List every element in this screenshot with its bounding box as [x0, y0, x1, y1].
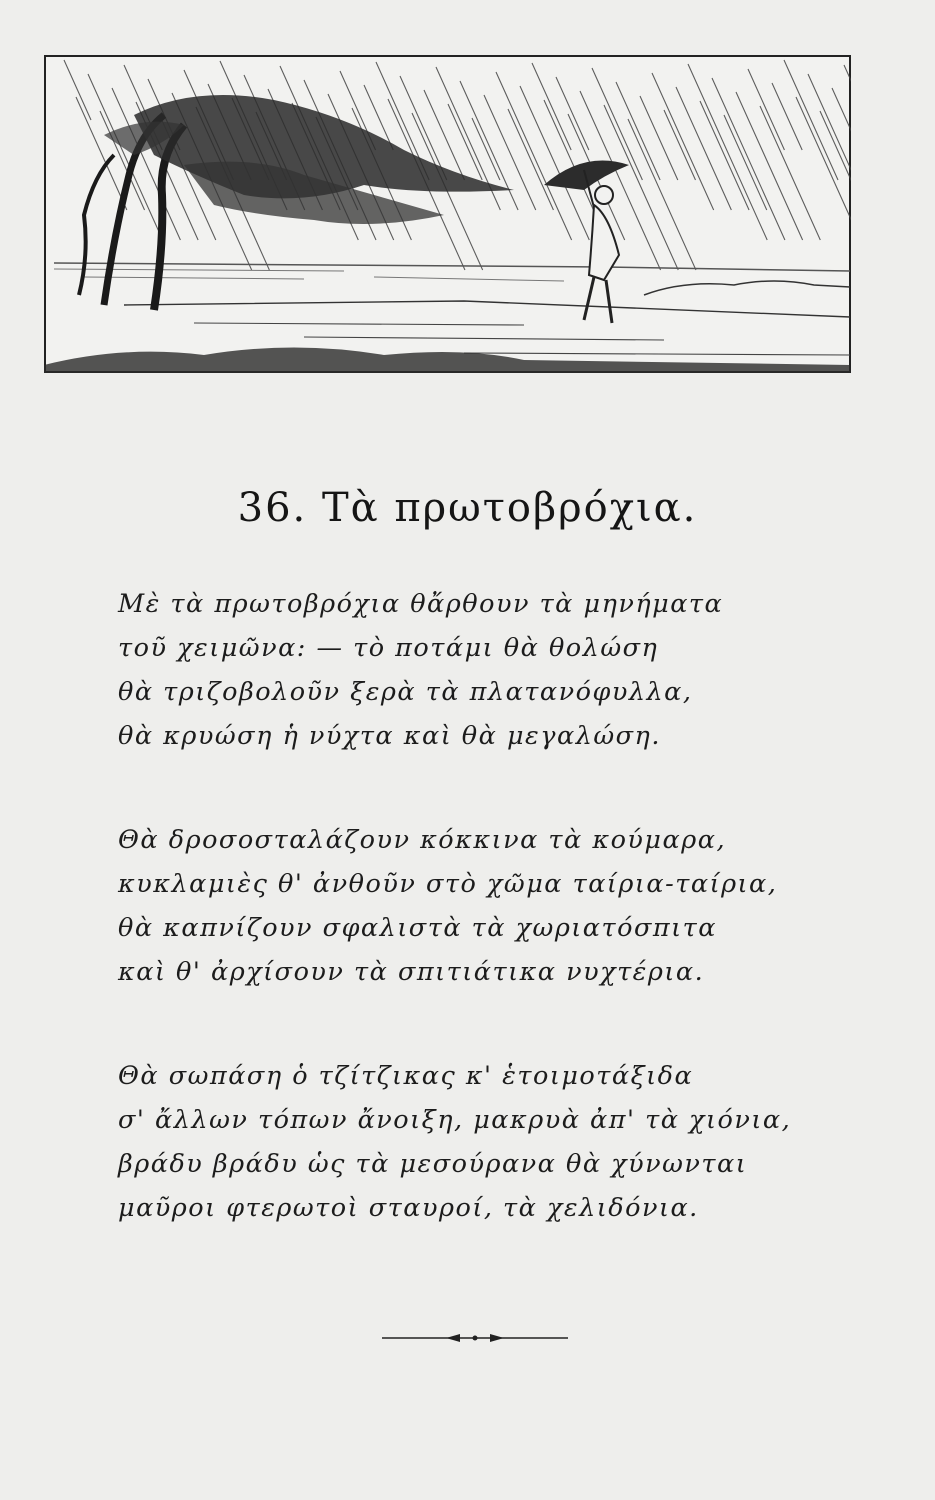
poem-line: θὰ κρυώση ἡ νύχτα καὶ θὰ μεγαλώση.	[118, 721, 661, 751]
end-ornament	[382, 1330, 568, 1346]
poem-body	[118, 582, 838, 1290]
poem-line: βράδυ βράδυ ὡς τὰ μεσούρανα θὰ χύνωνται	[118, 1149, 748, 1179]
rain-illustration	[44, 55, 851, 373]
stanza	[118, 1054, 838, 1230]
poem-line: θὰ καπνίζουν σφαλιστὰ τὰ χωριατόσπιτα	[118, 913, 717, 943]
poem-title: 36. Τὰ πρωτοβρόχια.	[237, 485, 698, 531]
poem-line: καὶ θ' ἀρχίσουν τὰ σπιτιάτικα νυχτέρια.	[118, 957, 705, 987]
poem-line: θὰ τριζοβολοῦν ξερὰ τὰ πλατανόφυλλα,	[118, 677, 693, 707]
poem-line: κυκλαμιὲς θ' ἀνθοῦν στὸ χῶμα ταίρια-ταίρια,	[118, 869, 778, 899]
poem-line: Θὰ σωπάση ὁ τζίτζικας κ' ἑτοιμοτάξιδα	[118, 1061, 694, 1091]
poem-line: τοῦ χειμῶνα: — τὸ ποτάμι θὰ θολώση	[118, 633, 659, 663]
stanza	[118, 582, 838, 758]
poem-line: Θὰ δροσοσταλάζουν κόκκινα τὰ κούμαρα,	[118, 825, 727, 855]
poem-line: σ' ἄλλων τόπων ἄνοιξη, μακρυὰ ἀπ' τὰ χιόνια,	[118, 1105, 792, 1135]
poem-line: μαῦροι φτερωτοὶ σταυροί, τὰ χελιδόνια.	[118, 1193, 699, 1223]
poem-line: Μὲ τὰ πρωτοβρόχια θἄρθουν τὰ μηνήματα	[118, 589, 724, 619]
stanza	[118, 818, 838, 994]
